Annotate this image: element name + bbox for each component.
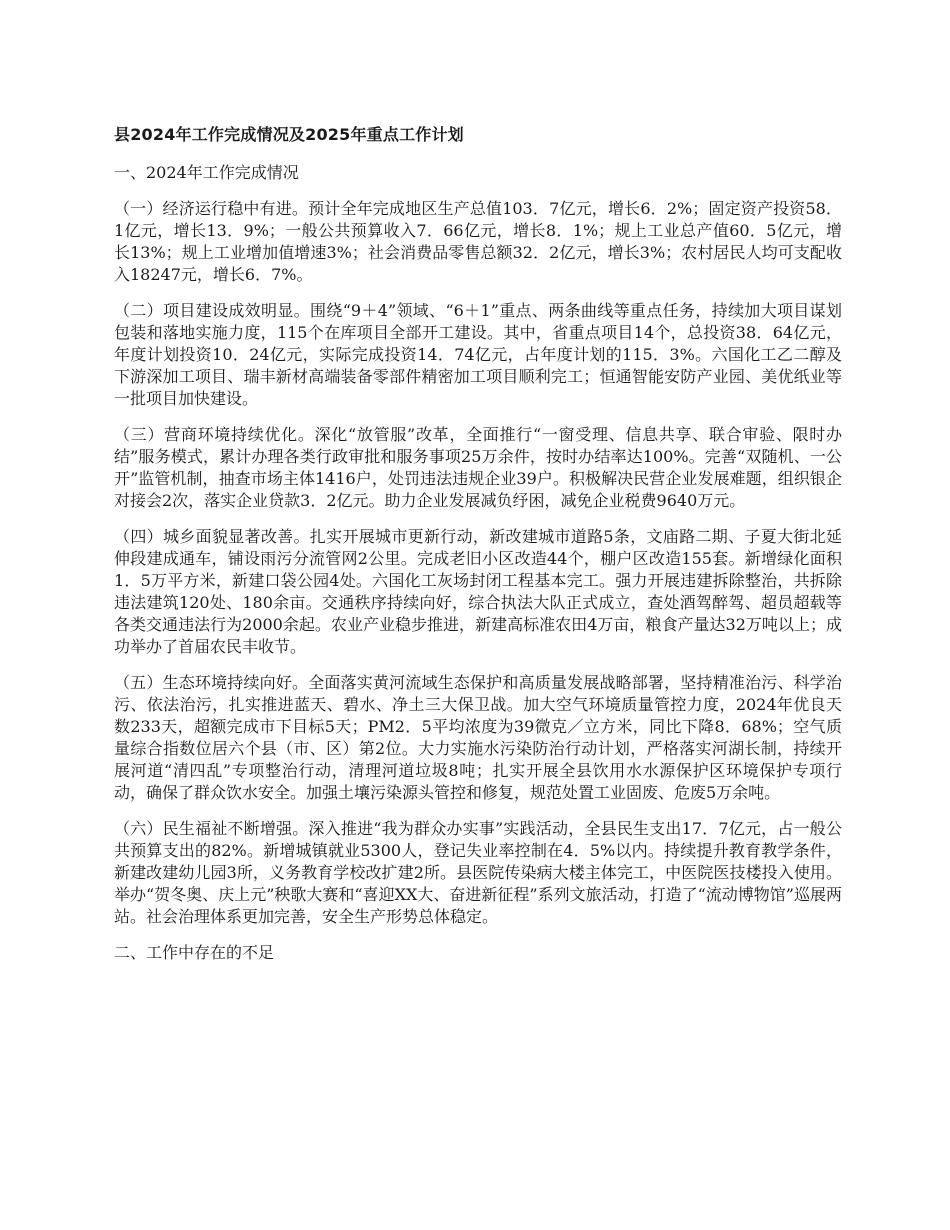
document-title: 县2024年工作完成情况及2025年重点工作计划 [114,125,464,144]
paragraph-livelihood: （六）民生福祉不断增强。深入推进“我为群众办实事”实践活动，全县民生支出17．7亿元，占一般公共预算支出的82%。新增城镇就业5300人，登记失业率控制在4．5%以内。持续提升教育教学条件，新建改建幼儿园3所，义务教育学校改扩建2所。县医院传染病大楼主体完工，中医院医技楼投入使用。举办“贺冬奥、庆上元”秧歌大赛和“喜迎XX大、奋进新征程”系列文旅活动，打造了“流动博物馆”巡展两站。社会治理体系更加完善，安全生产形势总体稳定。 [114,819,842,926]
paragraph-economy: （一）经济运行稳中有进。预计全年完成地区生产总值103．7亿元，增长6．2%；固定资产投资58．1亿元，增长13．9%；一般公共预算收入7．66亿元，增长8．1%；规上工业总产值60．5亿元，增长13%；规上工业增加值增速3%；社会消费品零售总额32．2亿元，增长3%；农村居民人均可支配收入18247元，增长6．7%。 [114,199,842,284]
section-heading-shortcomings: 二、工作中存在的不足 [114,943,275,962]
paragraph-ecology: （五）生态环境持续向好。全面落实黄河流域生态保护和高质量发展战略部署，坚持精准治污、科学治污、依法治污，扎实推进蓝天、碧水、净土三大保卫战。加大空气环境质量管控力度，2024年优良天数233天，超额完成市下目标5天；PM2．5平均浓度为39微克／立方米，同比下降8．68%；空气质量综合指数位居六个县（市、区）第2位。大力实施水污染防治行动计划，严格落实河湖长制，持续开展河道“清四乱”专项整治行动，清理河道垃圾8吨；扎实开展全县饮用水水源保护区环境保护专项行动，确保了群众饮水安全。加强土壤污染源头管控和修复，规范处置工业固废、危废5万余吨。 [114,673,842,802]
section-heading-achievements: 一、2024年工作完成情况 [114,163,299,182]
paragraph-urban-rural: （四）城乡面貌显著改善。扎实开展城市更新行动，新改建城市道路5条，文庙路二期、子夏大街北延伸段建成通车，铺设雨污分流管网2公里。完成老旧小区改造44个，棚户区改造155套。新增绿化面积1．5万平方米，新建口袋公园4处。六国化工灰场封闭工程基本完工。强力开展违建拆除整治，共拆除违法建筑120处、180余亩。交通秩序持续向好，综合执法大队正式成立，查处酒驾醉驾、超员超载等各类交通违法行为2000余起。农业产业稳步推进，新建高标准农田4万亩，粮食产量达32万吨以上；成功举办了首届农民丰收节。 [114,527,842,656]
document-page [114,124,842,978]
paragraph-business-environment: （三）营商环境持续优化。深化“放管服”改革，全面推行“一窗受理、信息共享、联合审验、限时办结”服务模式，累计办理各类行政审批和服务事项25万余件，按时办结率达100%。完善“双随机、一公开”监管机制，抽查市场主体1416户，处罚违法违规企业39户。积极解决民营企业发展难题，组织银企对接会2次，落实企业贷款3．2亿元。助力企业发展减负纾困，减免企业税费9640万元。 [114,425,842,510]
paragraph-projects: （二）项目建设成效明显。围绕“9＋4”领域、“6＋1”重点、两条曲线等重点任务，持续加大项目谋划包装和落地实施力度，115个在库项目全部开工建设。其中，省重点项目14个，总投资38．64亿元，年度计划投资10．24亿元，实际完成投资14．74亿元，占年度计划的115．3%。六国化工乙二醇及下游深加工项目、瑞丰新材高端装备零部件精密加工项目顺利完工；恒通智能安防产业园、美优纸业等一批项目加快建设。 [114,301,842,408]
